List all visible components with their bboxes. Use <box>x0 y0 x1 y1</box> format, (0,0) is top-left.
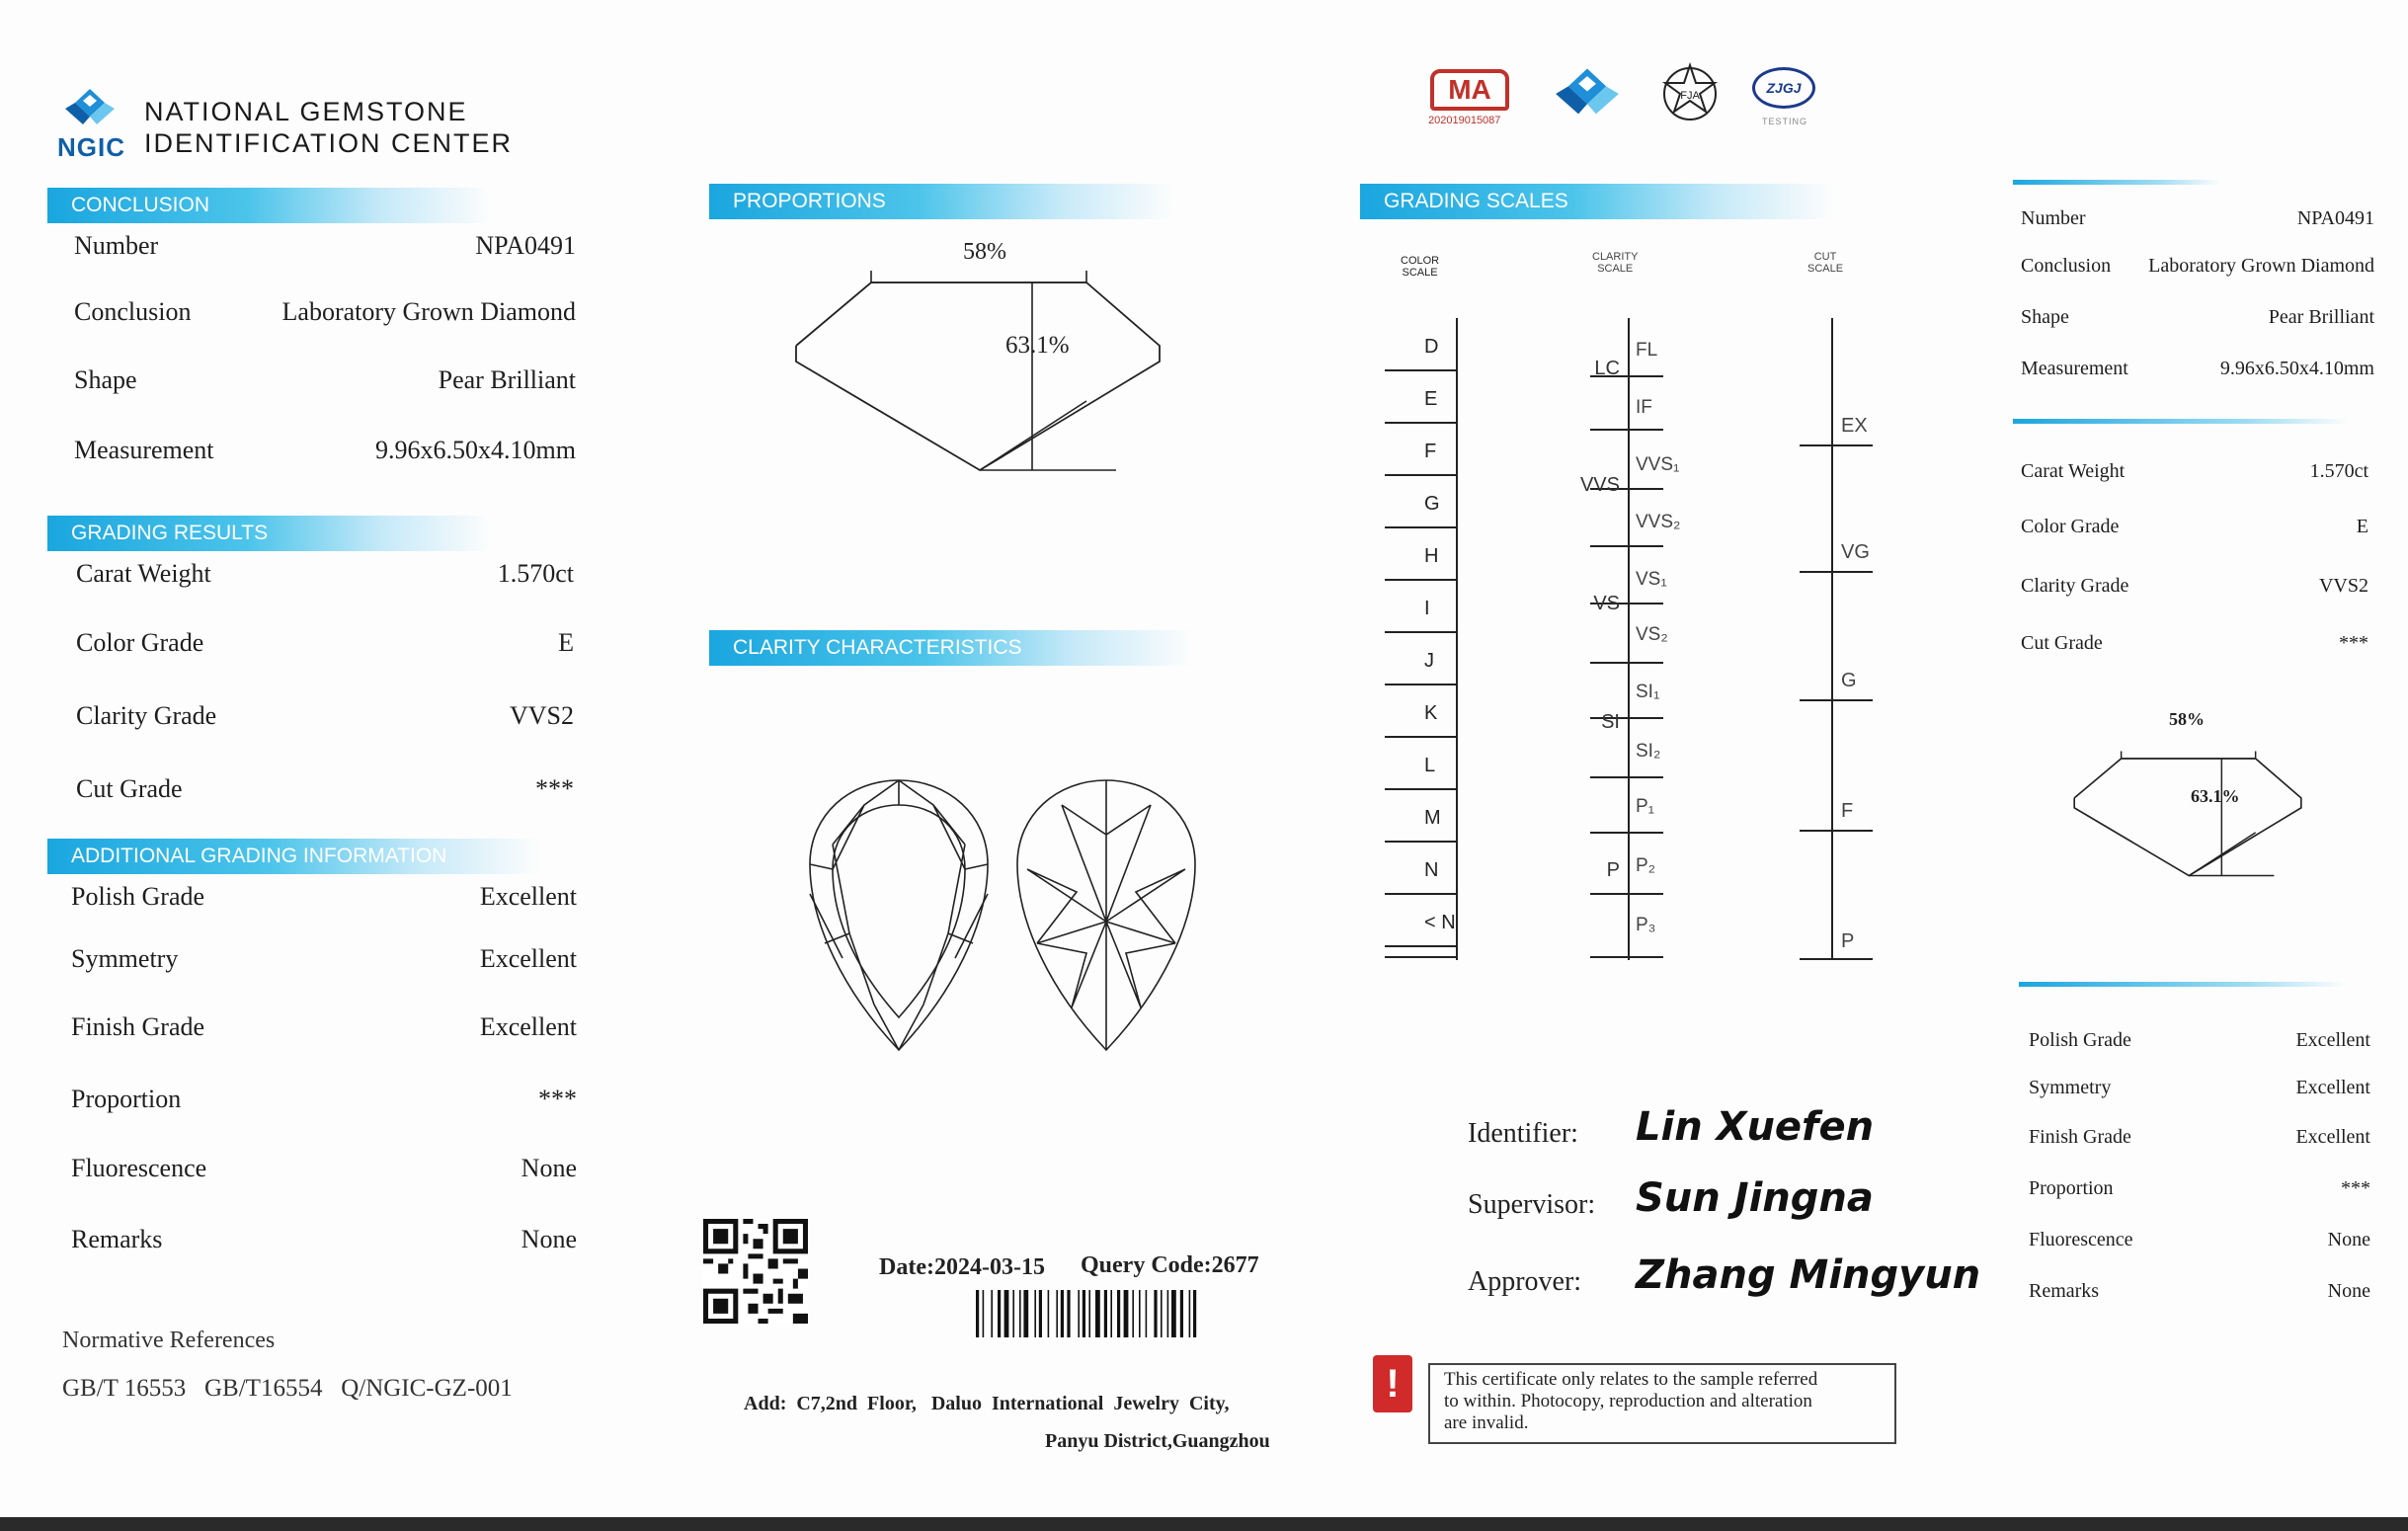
clarity-scale-grade: P₂ <box>1636 855 1656 876</box>
summary-g2-value: VVS2 <box>2318 575 2368 597</box>
grading-value: E <box>558 628 574 657</box>
address-line1: Add: C7,2nd Floor, Daluo International Jewelry City, <box>744 1393 1230 1414</box>
cut-scale-grade: F <box>1841 800 1854 822</box>
conclusion-row <box>74 231 576 265</box>
cut-scale-title: CUT SCALE <box>1807 251 1844 275</box>
cma-number: 202019015087 <box>1428 115 1501 126</box>
conclusion-label: Shape <box>74 365 137 394</box>
barcode-bar <box>1180 1290 1183 1337</box>
color-scale-tick <box>1385 736 1456 738</box>
summary-g1-row <box>2021 358 2374 391</box>
clarity-scale-grade: FL <box>1636 340 1658 361</box>
additional-label: Fluorescence <box>71 1154 207 1182</box>
summary-g1-value: Pear Brilliant <box>2268 306 2374 328</box>
clarity-scale-grade: IF <box>1636 397 1652 418</box>
color-scale-grade: F <box>1424 441 1437 462</box>
barcode-bar <box>1061 1290 1064 1337</box>
warning-text-line1: This certificate only relates to the sample referred <box>1444 1369 1818 1390</box>
barcode-bar <box>998 1290 1001 1337</box>
color-scale-grade: G <box>1424 493 1440 515</box>
clarity-characteristics-header: CLARITY CHARACTERISTICS <box>709 630 1193 666</box>
grading-value: VVS2 <box>509 701 574 730</box>
clarity-scale-group: VS <box>1593 593 1620 614</box>
summary-g3-row <box>2029 1177 2370 1211</box>
grading-label: Carat Weight <box>76 559 211 588</box>
barcode-bar <box>991 1290 993 1337</box>
conclusion-label: Measurement <box>74 436 214 464</box>
color-scale-tick <box>1385 893 1456 895</box>
additional-row <box>71 1154 577 1187</box>
clarity-scale-group: LC <box>1594 358 1620 379</box>
summary-g2-label: Clarity Grade <box>2021 575 2129 597</box>
summary-g1-label: Conclusion <box>2021 255 2112 277</box>
summary-g2-value: *** <box>2339 632 2368 654</box>
conclusion-value: NPA0491 <box>475 231 576 260</box>
cut-scale-grade: VG <box>1841 541 1870 563</box>
issue-date: Date:2024-03-15 <box>879 1254 1045 1280</box>
color-scale-tick <box>1385 788 1456 790</box>
barcode-bar <box>1146 1290 1148 1337</box>
clarity-scale-tick <box>1590 545 1663 547</box>
clarity-scale-group: SI <box>1601 711 1620 733</box>
summary-g3-row <box>2029 1229 2370 1262</box>
color-scale-grade: M <box>1424 807 1441 829</box>
summary-g2-row <box>2021 632 2368 666</box>
barcode-bar <box>1039 1290 1042 1337</box>
grading-row <box>76 701 574 735</box>
color-scale-tick <box>1385 684 1456 685</box>
warning-box <box>1428 1363 1896 1444</box>
color-scale-grade: L <box>1424 755 1436 776</box>
clarity-plot-diagram <box>805 775 1200 1052</box>
additional-value: Excellent <box>479 882 577 911</box>
barcode-bar <box>1023 1290 1028 1337</box>
summary-g2-value: 1.570ct <box>2309 460 2368 482</box>
summary-g2-row <box>2021 516 2368 549</box>
clarity-scale-grade: P₃ <box>1636 915 1656 935</box>
summary-g3-row <box>2029 1126 2370 1160</box>
barcode-bar <box>1088 1290 1090 1337</box>
barcode-bar <box>976 1290 979 1337</box>
fja-logo-icon <box>1659 61 1721 122</box>
additional-value: Excellent <box>479 1012 577 1041</box>
barcode-bar <box>1004 1290 1009 1337</box>
conclusion-value: Pear Brilliant <box>438 365 576 394</box>
summary-g3-row <box>2029 1029 2370 1063</box>
additional-row <box>71 1085 577 1118</box>
summary-g3-value: Excellent <box>2295 1029 2370 1051</box>
summary-g3-row <box>2029 1077 2370 1110</box>
additional-value: *** <box>538 1085 577 1113</box>
color-scale-tick <box>1385 579 1456 581</box>
cut-scale-grade: EX <box>1841 415 1868 437</box>
signature-name: Sun Jingna <box>1636 1175 1874 1221</box>
zjgj-logo-icon: ZJGJ <box>1752 67 1815 109</box>
summary-g3-value: Excellent <box>2295 1126 2370 1148</box>
summary-proportions-diagram <box>2064 729 2311 883</box>
conclusion-header: CONCLUSION <box>47 188 492 223</box>
clarity-scale-tick <box>1590 429 1663 431</box>
summary-g2-row <box>2021 460 2368 494</box>
summary-table-percent: 58% <box>2169 709 2205 729</box>
barcode-bar <box>1154 1290 1157 1337</box>
org-name-line2: IDENTIFICATION CENTER <box>144 128 514 158</box>
barcode-bar <box>1124 1290 1129 1337</box>
signature-role: Approver: <box>1468 1266 1582 1297</box>
summary-g2-label: Carat Weight <box>2021 460 2126 482</box>
clarity-scale-grade: VS₁ <box>1636 569 1667 590</box>
barcode-bar <box>1048 1290 1050 1337</box>
summary-g3-label: Polish Grade <box>2029 1029 2131 1051</box>
clarity-scale-title: CLARITY SCALE <box>1592 251 1639 275</box>
grading-results-header: GRADING RESULTS <box>47 516 492 551</box>
color-scale-tick <box>1385 631 1456 633</box>
additional-value: None <box>521 1154 577 1182</box>
color-scale-grade: K <box>1424 702 1438 724</box>
summary-g3-label: Symmetry <box>2029 1077 2112 1098</box>
clarity-scale-group: P <box>1606 859 1620 881</box>
color-scale-grade: J <box>1424 650 1434 672</box>
summary-g3-label: Proportion <box>2029 1177 2114 1199</box>
normative-references-list: GB/T 16553 GB/T16554 Q/NGIC-GZ-001 <box>62 1375 513 1402</box>
proportions-diagram <box>790 235 1165 482</box>
additional-label: Symmetry <box>71 944 179 973</box>
proportions-header: PROPORTIONS <box>709 184 1173 219</box>
summary-g1-label: Measurement <box>2021 358 2128 379</box>
signature-name: Lin Xuefen <box>1636 1104 1875 1150</box>
barcode-bar <box>1132 1290 1134 1337</box>
svg-text:FJA: FJA <box>1680 90 1700 102</box>
barcode-bar <box>1117 1290 1120 1337</box>
barcode-bar <box>1056 1290 1058 1337</box>
cut-scale-tick <box>1800 958 1873 960</box>
cut-scale-grade: P <box>1841 930 1855 952</box>
additional-label: Polish Grade <box>71 882 205 911</box>
barcode-bar <box>1095 1290 1100 1337</box>
barcode-bar <box>1104 1290 1107 1337</box>
summary-g1-row <box>2021 255 2374 288</box>
summary-g1-value: Laboratory Grown Diamond <box>2148 255 2374 277</box>
summary-g1-label: Shape <box>2021 306 2069 328</box>
clarity-scale-tick <box>1590 956 1663 958</box>
cut-scale-tick <box>1800 571 1873 573</box>
additional-row <box>71 882 577 916</box>
additional-row <box>71 1012 577 1046</box>
additional-label: Proportion <box>71 1085 182 1113</box>
clarity-scale-tick <box>1590 832 1663 834</box>
summary-g2-label: Cut Grade <box>2021 632 2103 654</box>
warning-text-line3: are invalid. <box>1444 1412 1529 1433</box>
additional-label: Finish Grade <box>71 1012 205 1041</box>
warning-icon: ! <box>1373 1355 1412 1412</box>
zjgj-subtitle: TESTING <box>1762 117 1808 126</box>
color-scale-grade: E <box>1424 388 1438 410</box>
additional-row <box>71 1225 577 1258</box>
proportions-depth-percent: 63.1% <box>1005 332 1070 359</box>
barcode-bar <box>1193 1290 1196 1337</box>
color-scale-grade: D <box>1424 336 1439 358</box>
barcode-bar <box>1161 1290 1163 1337</box>
clarity-scale-grade: SI₂ <box>1636 741 1661 762</box>
cut-scale-grade: G <box>1841 670 1857 691</box>
color-scale-tick <box>1385 474 1456 476</box>
summary-rule-3 <box>2019 982 2345 987</box>
barcode-bar <box>1078 1290 1080 1337</box>
additional-value: None <box>521 1225 577 1253</box>
clarity-scale-grade: VS₂ <box>1636 624 1668 645</box>
summary-g3-row <box>2029 1280 2370 1314</box>
grading-row <box>76 628 574 662</box>
signature-role: Supervisor: <box>1468 1189 1596 1220</box>
barcode[interactable] <box>976 1290 1262 1339</box>
additional-label: Remarks <box>71 1225 163 1253</box>
barcode-bar <box>1083 1290 1085 1337</box>
color-scale-grade: N <box>1424 859 1439 881</box>
cut-scale-tick <box>1800 444 1873 446</box>
color-scale-tick <box>1385 841 1456 843</box>
qr-code[interactable] <box>703 1219 808 1324</box>
clarity-scale-group: VVS <box>1579 474 1620 496</box>
summary-g3-label: Finish Grade <box>2029 1126 2131 1148</box>
color-scale-grade: H <box>1424 545 1439 567</box>
color-scale-tick <box>1385 422 1456 424</box>
cut-scale-tick <box>1800 830 1873 832</box>
summary-rule-1 <box>2013 180 2220 185</box>
summary-g1-row <box>2021 207 2374 241</box>
summary-g1-value: NPA0491 <box>2296 207 2374 229</box>
conclusion-value: Laboratory Grown Diamond <box>281 297 576 326</box>
barcode-bar <box>1067 1290 1070 1337</box>
clarity-scale-grade: P₁ <box>1636 796 1655 817</box>
summary-g3-value: None <box>2327 1280 2370 1302</box>
grading-row <box>76 559 574 593</box>
barcode-bar <box>1034 1290 1036 1337</box>
color-scale-grade: < N <box>1424 912 1456 933</box>
address-line2: Panyu District,Guangzhou <box>1045 1430 1270 1452</box>
diamond-accreditation-icon <box>1551 63 1624 124</box>
summary-g1-value: 9.96x6.50x4.10mm <box>2219 358 2374 379</box>
conclusion-value: 9.96x6.50x4.10mm <box>375 436 576 464</box>
clarity-scale-grade: VVS₂ <box>1636 512 1681 532</box>
summary-depth-percent: 63.1% <box>2191 786 2240 806</box>
summary-g3-label: Fluorescence <box>2029 1229 2133 1250</box>
grading-label: Cut Grade <box>76 774 183 803</box>
clarity-scale-tick <box>1590 893 1663 895</box>
barcode-bar <box>1171 1290 1176 1337</box>
summary-g2-row <box>2021 575 2368 608</box>
proportions-table-percent: 58% <box>963 239 1006 265</box>
clarity-scale-grade: SI₁ <box>1636 682 1660 702</box>
color-scale-title: COLOR SCALE <box>1401 255 1440 279</box>
barcode-bar <box>1189 1290 1191 1337</box>
signature-role: Identifier: <box>1468 1118 1578 1149</box>
warning-text-line2: to within. Photocopy, reproduction and alteration <box>1444 1391 1812 1411</box>
clarity-scale-tick <box>1590 776 1663 778</box>
additional-value: Excellent <box>479 944 577 973</box>
color-scale-tick <box>1385 369 1456 371</box>
grading-label: Clarity Grade <box>76 701 217 730</box>
conclusion-row <box>74 365 576 399</box>
additional-row <box>71 944 577 978</box>
summary-g2-label: Color Grade <box>2021 516 2120 537</box>
summary-g3-value: Excellent <box>2295 1077 2370 1098</box>
color-scale-grade: I <box>1424 598 1430 619</box>
barcode-bar <box>1139 1290 1141 1337</box>
normative-references-title: Normative References <box>62 1328 276 1353</box>
color-scale-tick <box>1385 526 1456 528</box>
grading-row <box>76 774 574 808</box>
logo-abbreviation: NGIC <box>57 132 125 162</box>
summary-g2-value: E <box>2356 516 2368 537</box>
color-scale-tick <box>1385 945 1456 947</box>
conclusion-row <box>74 297 576 331</box>
grading-value: 1.570ct <box>497 559 574 588</box>
summary-rule-2 <box>2013 419 2349 424</box>
barcode-bar <box>983 1290 985 1337</box>
summary-g1-label: Number <box>2021 207 2086 229</box>
conclusion-label: Conclusion <box>74 297 192 326</box>
cma-logo-icon: MA <box>1430 69 1509 111</box>
grading-scales-header: GRADING SCALES <box>1360 184 1834 219</box>
conclusion-row <box>74 436 576 469</box>
summary-g3-value: None <box>2327 1229 2370 1250</box>
signature-name: Zhang Mingyun <box>1636 1252 1981 1298</box>
barcode-bar <box>1167 1290 1169 1337</box>
org-name-line1: NATIONAL GEMSTONE <box>144 97 468 126</box>
barcode-bar <box>1110 1290 1112 1337</box>
summary-g3-label: Remarks <box>2029 1280 2100 1302</box>
cut-scale-tick <box>1800 699 1873 701</box>
additional-grading-header: ADDITIONAL GRADING INFORMATION <box>47 839 541 874</box>
query-code: Query Code:2677 <box>1081 1252 1259 1278</box>
barcode-bar <box>1012 1290 1014 1337</box>
grading-value: *** <box>535 774 574 803</box>
clarity-scale-grade: VVS₁ <box>1636 454 1680 475</box>
conclusion-label: Number <box>74 231 159 260</box>
grading-label: Color Grade <box>76 628 204 657</box>
barcode-bar <box>1019 1290 1021 1337</box>
ngic-diamond-logo-icon <box>61 87 119 130</box>
summary-g3-value: *** <box>2341 1177 2370 1199</box>
clarity-scale-tick <box>1590 662 1663 664</box>
summary-g1-row <box>2021 306 2374 340</box>
